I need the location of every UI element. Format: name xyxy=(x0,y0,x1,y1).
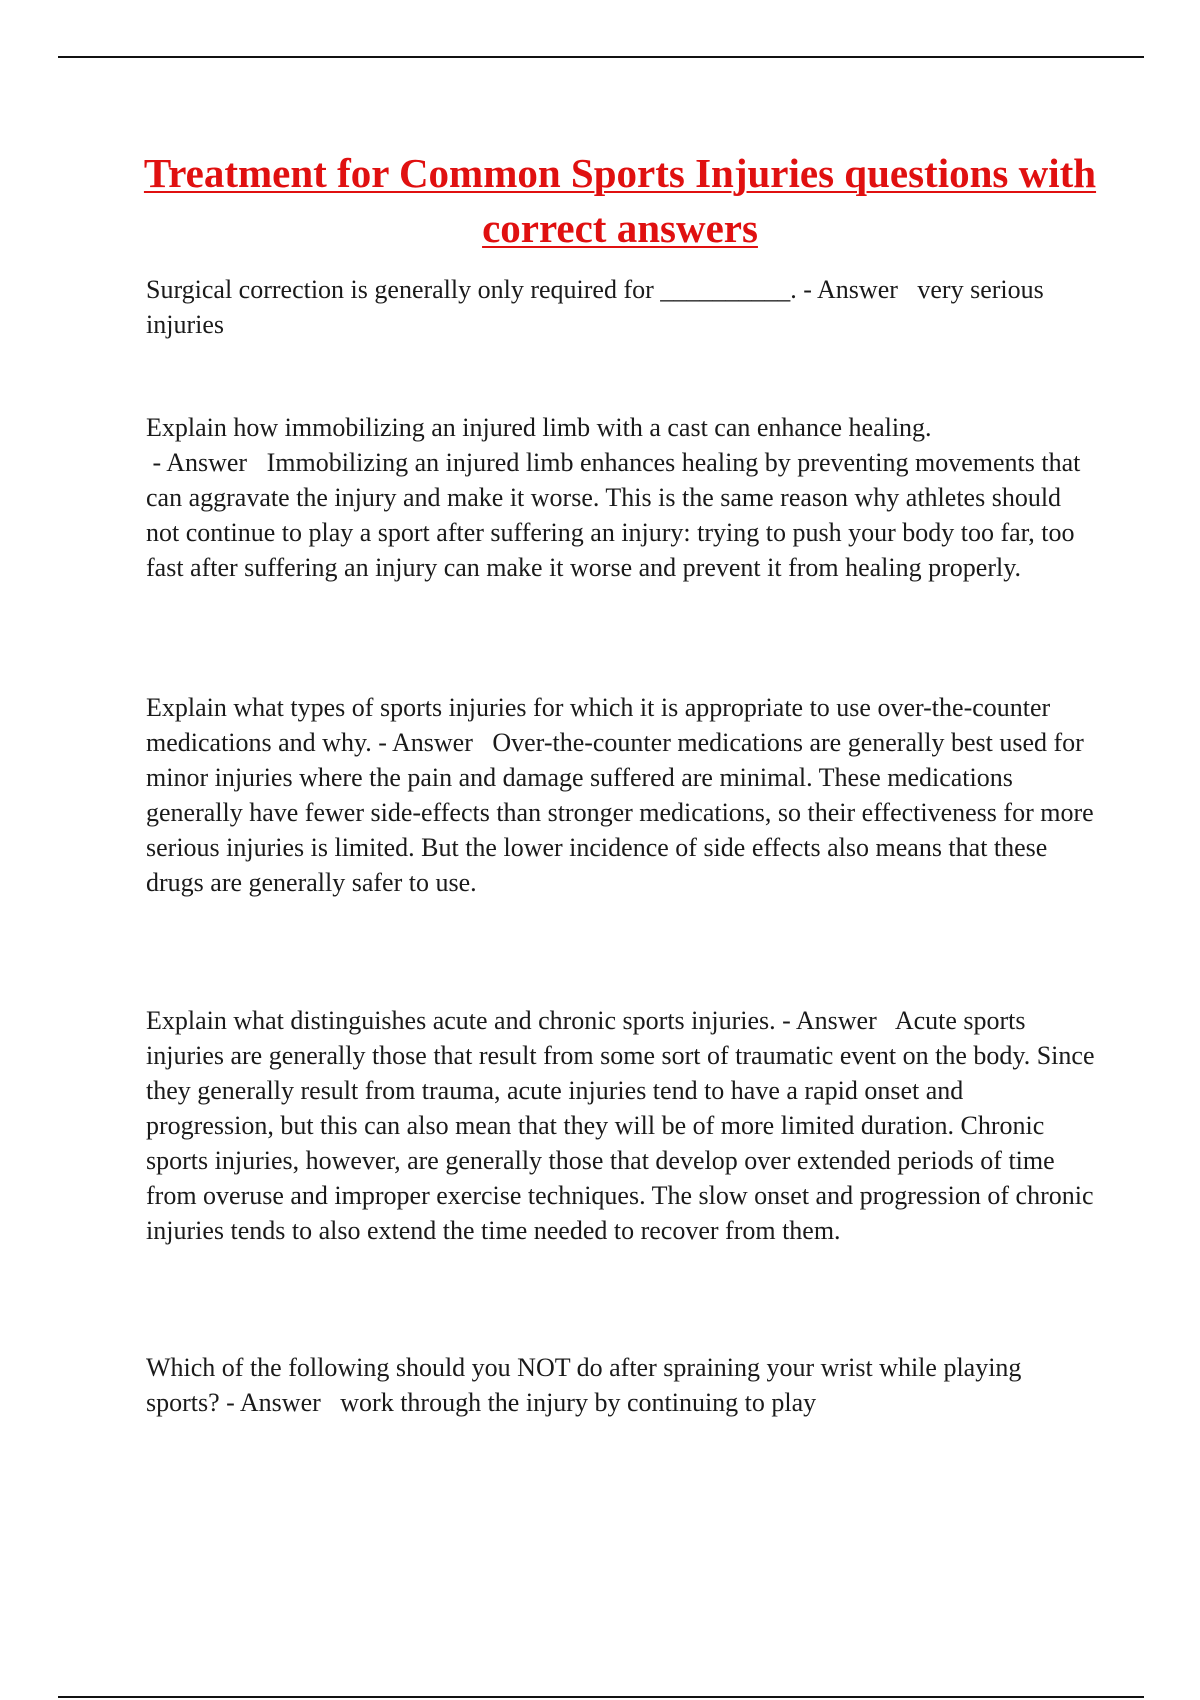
question-text: Explain how immobilizing an injured limb with a cast can enhance healing. xyxy=(146,413,932,442)
qa-item-2 xyxy=(146,410,1096,585)
answer-text: Immobilizing an injured limb enhances healing by preventing movements that can aggravate the injury and make it worse. This is the same reason why athletes should not continue to play a sport after suffering an injury: trying to push your body too far, too fast after suffering an injury can make it worse and prevent it from healing properly. xyxy=(146,448,1081,582)
question-text: Which of the following should you NOT do after spraining your wrist while playing sports? xyxy=(146,1353,1022,1417)
answer-separator: - Answer xyxy=(219,1388,341,1417)
question-text: Explain what types of sports injuries for which it is appropriate to use over-the-counter medications and why. xyxy=(146,693,1051,757)
qa-item-5 xyxy=(146,1350,1096,1420)
answer-separator: - Answer xyxy=(775,1006,895,1035)
answer-text: very serious injuries xyxy=(146,275,1044,339)
qa-item-1 xyxy=(146,272,1096,342)
question-text: Surgical correction is generally only required for __________. xyxy=(146,275,797,304)
bottom-rule xyxy=(58,1696,1144,1698)
answer-separator: - Answer xyxy=(146,448,267,477)
answer-text: work through the injury by continuing to play xyxy=(340,1388,817,1417)
document-title: Treatment for Common Sports Injuries questions with correct answers xyxy=(143,150,1097,251)
top-rule xyxy=(58,56,1144,58)
answer-separator: - Answer xyxy=(371,728,493,757)
answer-text: Over-the-counter medications are generally best used for minor injuries where the pain and damage suffered are minimal. These medications generally have fewer side-effects than stronger medications, so their effectiveness for more serious injuries is limited. But the lower incidence of side effects also means that these drugs are generally safer to use. xyxy=(146,728,1094,897)
answer-text: Acute sports injuries are generally those that result from some sort of traumatic event on the body. Since they generally result from trauma, acute injuries tend to have a rapid onset and progression, but this can also mean that they will be of more limited duration. Chronic sports injuries, however, are generally those that develop over extended periods of time from overuse and improper exercise techniques. The slow onset and progression of chronic injuries tends to also extend the time needed to recover from them. xyxy=(146,1006,1095,1245)
answer-separator: - Answer xyxy=(796,275,918,304)
qa-item-3 xyxy=(146,690,1096,900)
qa-item-4 xyxy=(146,1003,1096,1248)
question-text: Explain what distinguishes acute and chronic sports injuries. xyxy=(146,1006,776,1035)
